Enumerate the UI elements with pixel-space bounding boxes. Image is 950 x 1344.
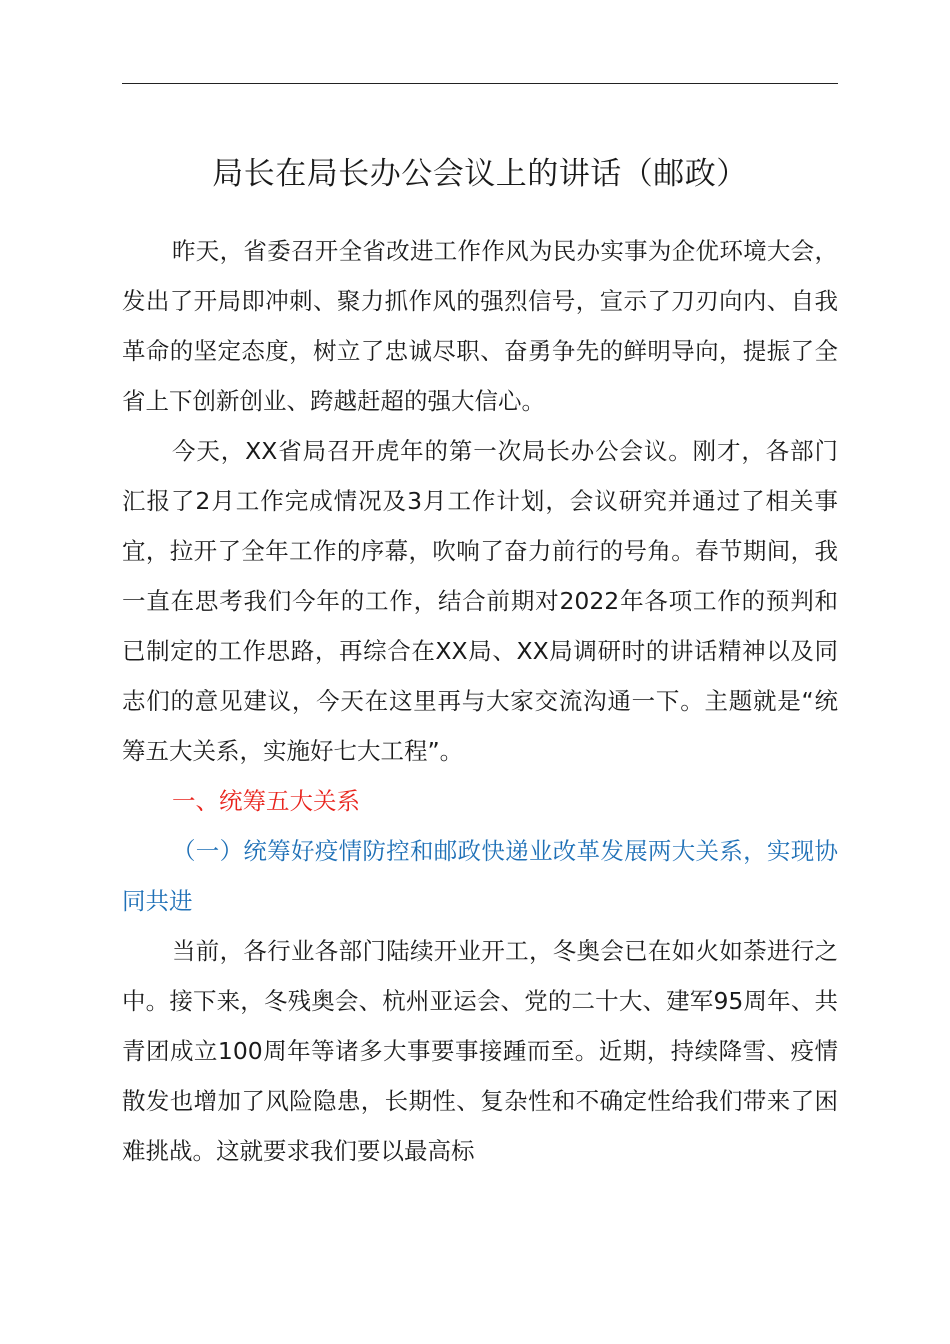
paragraph-current-situation: 当前，各行业各部门陆续开业开工，冬奥会已在如火如荼进行之中。接下来，冬残奥会、杭州亚运会、党的二十大、建军95周年、共青团成立100周年等诸多大事要事接踵而至。近期，持续降雪、疫情散发也增加了风险隐患，长期性、复杂性和不确定性给我们带来了困难挑战。这就要求我们要以最高标 bbox=[122, 937, 838, 1165]
paragraph-meeting: 今天，XX省局召开虎年的第一次局长办公会议。刚才，各部门汇报了2月工作完成情况及3月工作计划，会议研究并通过了相关事宜，拉开了全年工作的序幕，吹响了奋力前行的号角。春节期间，我一直在思考我们今年的工作，结合前期对2022年各项工作的预判和已制定的工作思路，再综合在XX局、XX局调研时的讲话精神以及同志们的意见建议，今天在这里再与大家交流沟通一下。主题就是“统筹五大关系，实施好七大工程”。 bbox=[122, 437, 838, 765]
header-divider bbox=[122, 83, 838, 84]
document-body bbox=[122, 226, 838, 1176]
paragraph-intro: 昨天，省委召开全省改进工作作风为民办实事为企优环境大会，发出了开局即冲刺、聚力抓作风的强烈信号，宣示了刀刃向内、自我革命的坚定态度，树立了忠诚尽职、奋勇争先的鲜明导向，提振了全省上下创新创业、跨越赶超的强大信心。 bbox=[122, 237, 838, 415]
document-title: 局长在局长办公会议上的讲话（邮政） bbox=[212, 156, 748, 192]
section-heading: 一、统筹五大关系 bbox=[172, 787, 360, 815]
subsection-heading: （一）统筹好疫情防控和邮政快递业改革发展两大关系，实现协同共进 bbox=[122, 837, 838, 915]
